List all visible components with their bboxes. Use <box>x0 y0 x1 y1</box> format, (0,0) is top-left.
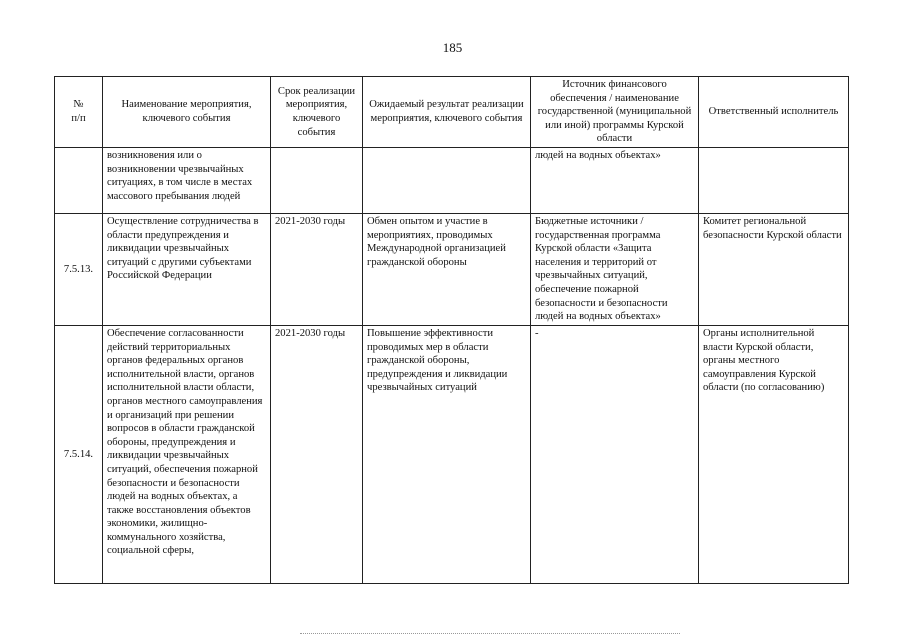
header-source: Источник финансового обеспечения / наименование государственной (муниципальной или иной) программы Курской области <box>531 77 699 148</box>
header-result: Ожидаемый результат реализации мероприятия, ключевого события <box>363 77 531 148</box>
header-term: Срок реализации мероприятия, ключевого события <box>271 77 363 148</box>
row-result: Обмен опытом и участие в мероприятиях, проводимых Международной организацией гражданской обороны <box>363 213 531 325</box>
row-result: Повышение эффективности проводимых мер в области гражданской обороны, предупреждения и ликвидации чрезвычайных ситуаций <box>363 325 531 583</box>
row-source: - <box>531 325 699 583</box>
row-source: людей на водных объектах» <box>531 147 699 213</box>
header-name: Наименование мероприятия, ключевого события <box>103 77 271 148</box>
table-row <box>55 147 849 213</box>
row-name: возникновения или о возникновении чрезвычайных ситуациях, в том числе в местах массового пребывания людей <box>103 147 271 213</box>
row-source: Бюджетные источники / государственная программа Курской области «Защита населения и территорий от чрезвычайных ситуаций, обеспечение пожарной безопасности и безопасности людей на водных объектах» <box>531 213 699 325</box>
row-responsible: Комитет региональной безопасности Курской области <box>699 213 849 325</box>
row-responsible <box>699 147 849 213</box>
table-header-row <box>55 77 849 148</box>
header-responsible: Ответственный исполнитель <box>699 77 849 148</box>
row-responsible: Органы исполнительной власти Курской области, органы местного самоуправления Курской области (по согласованию) <box>699 325 849 583</box>
page-number: 185 <box>442 40 463 55</box>
row-num: 7.5.13. <box>55 213 103 325</box>
row-term: 2021-2030 годы <box>271 213 363 325</box>
row-name: Осуществление сотрудничества в области предупреждения и ликвидации чрезвычайных ситуаций с другими субъектами Российской Федерации <box>103 213 271 325</box>
scan-artifact-line <box>300 633 680 637</box>
row-term: 2021-2030 годы <box>271 325 363 583</box>
row-num: 7.5.14. <box>55 325 103 583</box>
header-num: № п/п <box>55 77 103 148</box>
table-row <box>55 325 849 583</box>
row-term <box>271 147 363 213</box>
row-name: Обеспечение согласованности действий территориальных органов федеральных органов исполнительной власти, органов исполнительной власти области, органов местного самоуправления и организаций при решении вопросов в области гражданской обороны, предупреждения и ликвидации чрезвычайных ситуаций, обеспечения пожарной безопасности и безопасности людей на водных объектах, а также восстановления объектов экономики, жилищно-коммунального хозяйства, социальной сферы, <box>103 325 271 583</box>
row-num <box>55 147 103 213</box>
row-result <box>363 147 531 213</box>
measures-table <box>54 76 849 584</box>
table-row <box>55 213 849 325</box>
